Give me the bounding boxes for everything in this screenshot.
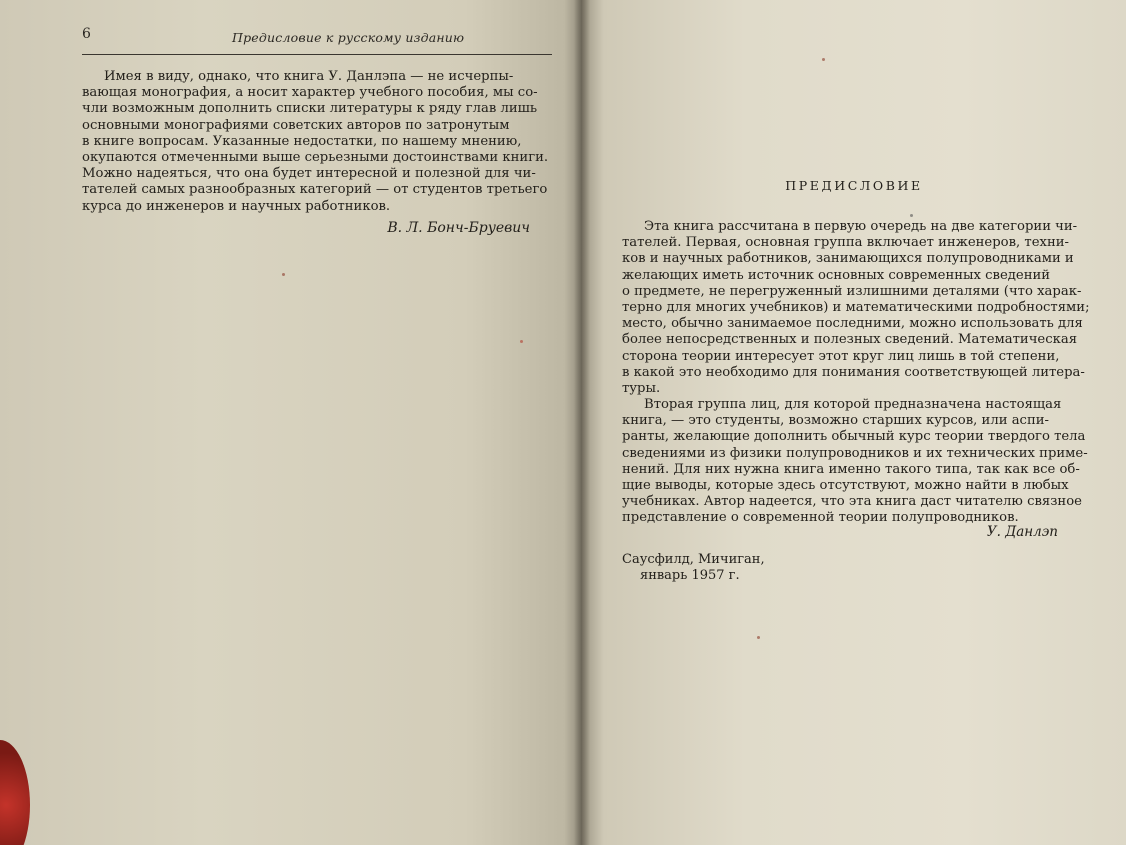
preface-text	[622, 219, 1090, 527]
text-line: представление о современной теории полупроводников.	[622, 510, 1019, 526]
text-line: место, обычно занимаемое последними, можно использовать для	[622, 316, 1083, 332]
place-line: Саусфилд, Мичиган,	[622, 552, 765, 567]
text-line: вающая монография, а носит характер учебного пособия, мы со-	[82, 85, 538, 101]
paper-speck	[910, 214, 913, 217]
text-line: щие выводы, которые здесь отсутствуют, можно найти в любых	[622, 478, 1069, 493]
text-line: тателей. Первая, основная группа включает инженеров, техни-	[622, 235, 1070, 251]
text-line: более непосредственных и полезных сведений. Математическая	[622, 332, 1078, 348]
text-line: Эта книга рассчитана в первую очередь на две категории чи-	[644, 219, 1078, 234]
author-signature: У. Данлэп	[986, 524, 1058, 540]
text-line: курса до инженеров и научных работников.	[82, 198, 391, 214]
text-line: чли возможным дополнить списки литературы к ряду глав лишь	[82, 101, 538, 117]
translator-signature: В. Л. Бонч-Бруевич	[387, 220, 530, 236]
page-number: 6	[82, 26, 91, 42]
text-line: тателей самых разнообразных категорий — от студентов третьего	[82, 182, 548, 198]
text-line: нений. Для них нужна книга именно такого типа, так как все об-	[622, 461, 1080, 477]
text-line: ков и научных работников, занимающихся полупроводниками и	[622, 251, 1074, 267]
paper-speck	[757, 636, 760, 639]
text-line: ранты, желающие дополнить обычный курс теории твердого тела	[622, 429, 1086, 445]
text-line: Можно надеяться, что она будет интересной и полезной для чи-	[82, 166, 536, 182]
text-line: терно для многих учебников) и математическими подробностями;	[622, 299, 1090, 315]
date-line: январь 1957 г.	[640, 568, 740, 583]
text-line: сторона теории интересует этот круг лиц лишь в той степени,	[622, 348, 1060, 364]
text-line: сведениями из физики полупроводников и их технических приме-	[622, 445, 1088, 461]
text-line: в книге вопросам. Указанные недостатки, по нашему мнению,	[82, 133, 522, 149]
text-line: желающих иметь источник основных современных сведений	[622, 267, 1051, 283]
text-line: Вторая группа лиц, для которой предназначена настоящая	[644, 397, 1062, 413]
place-and-date	[622, 552, 765, 584]
text-line: Имея в виду, однако, что книга У. Данлэпа — не исчерпы-	[104, 69, 514, 84]
paper-speck	[520, 340, 523, 343]
red-object-corner	[0, 740, 30, 845]
left-paragraph	[82, 69, 552, 215]
text-line: книга, — это студенты, возможно старших курсов, или аспи-	[622, 413, 1049, 429]
preface-heading: ПРЕДИСЛОВИЕ	[785, 178, 923, 193]
text-line: в какой это необходимо для понимания соответствующей литера-	[622, 364, 1085, 380]
text-line: туры.	[622, 380, 661, 396]
paper-speck	[822, 58, 825, 61]
text-line: учебниках. Автор надеется, что эта книга даст читателю связное	[622, 494, 1082, 510]
book-gutter	[574, 0, 590, 845]
text-line: окупаются отмеченными выше серьезными достоинствами книги.	[82, 149, 549, 165]
header-rule	[82, 54, 552, 55]
text-line: о предмете, не перегруженный излишними деталями (что харак-	[622, 283, 1082, 299]
running-head	[82, 26, 552, 58]
paper-speck	[282, 273, 285, 276]
text-line: основными монографиями советских авторов по затронутым	[82, 117, 510, 133]
right-page	[582, 0, 1126, 845]
running-title: Предисловие к русскому изданию	[232, 30, 465, 45]
